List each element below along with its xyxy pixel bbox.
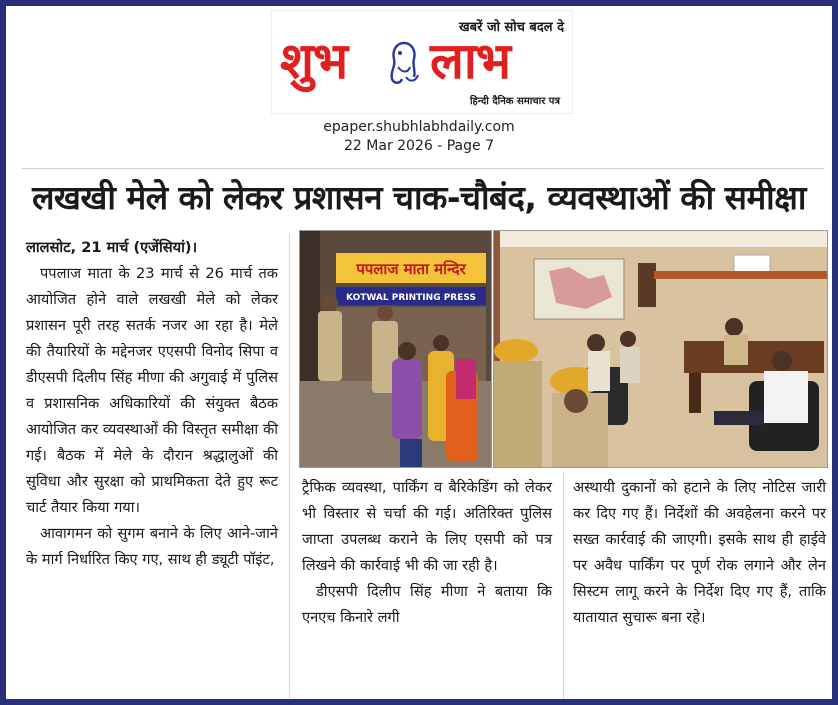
article-paragraph: ट्रैफिक व्यवस्था, पार्किंग व बैरिकेडिंग को लेकर भी विस्तार से चर्चा की गई। अतिरिक्त पुलिस जाप्ता उपलब्ध कराने के लिए एसपी को पत्र लिखने की कार्रवाई भी की जा रही है। <box>302 479 552 574</box>
shop-sign-text: KOTWAL PRINTING PRESS <box>346 293 476 303</box>
temple-sign-text: पपलाज माता मन्दिर <box>356 260 466 278</box>
column-divider <box>563 472 564 699</box>
article-column-3 <box>573 475 826 631</box>
source-date-page: 22 Mar 2026 - Page 7 <box>344 138 494 154</box>
article-column-1 <box>26 235 278 573</box>
article-paragraph: पपलाज माता के 23 मार्च से 26 मार्च तक आयोजित होने वाले लखखी मेले को लेकर प्रशासन पूरी तरह सतर्क नजर आ रहा है। मेले की तैयारियों के मद्देनजर एएसपी विनोद सिपा व डीएसपी दिलीप सिंह मीणा की अगुवाई में पुलिस व प्रशासनिक अधिकारियों की संयुक्त बैठक आयोजित कर व्यवस्थाओं की विस्तृत समीक्षा की गई। बैठक में मेले के दौरान श्रद्धालुओं की सुविधा और सुरक्षा को प्राथमिकता देते हुए रूट चार्ट तैयार किया गया। <box>26 265 278 516</box>
article-paragraph: अस्थायी दुकानों को हटाने के लिए नोटिस जारी कर दिए गए हैं। निर्देशों की अवहेलना करने पर सख्त कार्रवाई की जाएगी। इसके साथ ही हाईवे पर अवैध पार्किंग पर पूर्ण रोक लगाने और लेन सिस्टम लागू करने के निर्देश दिए गए हैं, ताकि यातायात सुचारू बना रहे। <box>573 479 826 626</box>
source-url: epaper.shubhlabhdaily.com <box>323 119 515 135</box>
masthead-logo <box>271 10 573 114</box>
article-dateline: लालसोट, 21 मार्च (एजेंसियां)। <box>26 239 198 256</box>
meeting-photo <box>493 230 828 468</box>
article-column-2 <box>302 475 552 631</box>
logo-word-shubh: शुभ <box>280 32 348 90</box>
temple-crowd-photo <box>299 230 492 468</box>
article-paragraph: डीएसपी दिलीप सिंह मीणा ने बताया कि एनएच किनारे लगी <box>302 583 552 626</box>
ganesha-icon <box>384 37 424 87</box>
logo-word-labh: लाभ <box>430 32 510 90</box>
epaper-page <box>6 6 832 699</box>
masthead-subtitle: हिन्दी दैनिक समाचार पत्र <box>469 96 560 107</box>
article-paragraph: आवागमन को सुगम बनाने के लिए आने-जाने के मार्ग निर्धारित किए गए, साथ ही ड्यूटी पॉइंट, <box>26 525 278 568</box>
divider <box>22 168 824 169</box>
column-divider <box>289 234 290 699</box>
article-headline: लखखी मेले को लेकर प्रशासन चाक-चौबंद, व्यवस्थाओं की समीक्षा <box>32 178 806 217</box>
masthead-tagline: खबरें जो सोच बदल दे <box>459 20 564 35</box>
